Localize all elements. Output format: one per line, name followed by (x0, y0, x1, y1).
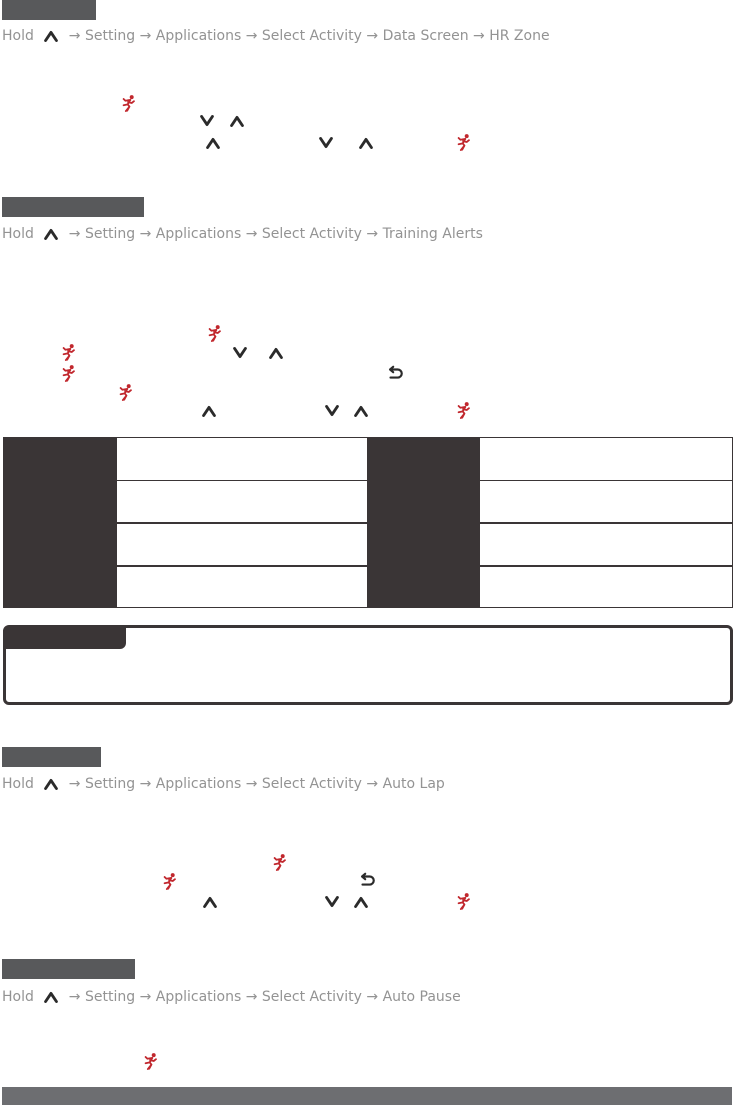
row-divider (480, 522, 732, 524)
table-header-cell (4, 480, 117, 522)
down-button-icon (197, 112, 217, 130)
runner-icon (142, 1052, 160, 1070)
up-button-icon (351, 893, 371, 911)
runner-icon (120, 94, 138, 112)
runner-icon (455, 892, 473, 910)
back-button-icon (385, 365, 405, 383)
table-header-cell (4, 522, 117, 565)
section-tab-hr-zone (2, 0, 96, 20)
runner-icon (455, 401, 473, 419)
section-tab-auto-pause (2, 959, 135, 979)
note-tab (6, 628, 126, 649)
table-header-cell (367, 438, 480, 480)
menu-path-auto-lap: Hold → Setting → Applications → Select Activity → Auto Lap (2, 776, 445, 792)
runner-icon (60, 364, 78, 382)
table-header-cell (367, 522, 480, 565)
up-button-icon (38, 225, 64, 243)
row-divider (117, 522, 367, 524)
table-header-cell (4, 565, 117, 607)
runner-icon (206, 324, 224, 342)
section-bar (2, 1087, 732, 1105)
runner-icon (117, 383, 135, 401)
up-button-icon (266, 344, 286, 362)
runner-icon (161, 872, 179, 890)
alerts-table (3, 437, 733, 608)
row-divider (117, 565, 367, 567)
row-divider (117, 480, 367, 481)
runner-icon (60, 343, 78, 361)
arrow: → (68, 28, 81, 44)
runner-icon (455, 133, 473, 151)
down-button-icon (316, 134, 336, 152)
up-button-icon (200, 893, 220, 911)
note-box (3, 625, 733, 705)
up-button-icon (38, 988, 64, 1006)
down-button-icon (230, 344, 250, 362)
up-button-icon (203, 134, 223, 152)
table-header-cell (367, 565, 480, 607)
menu-path-auto-pause: Hold → Setting → Applications → Select Activity → Auto Pause (2, 989, 461, 1005)
up-button-icon (199, 402, 219, 420)
back-button-icon (357, 872, 377, 890)
row-divider (480, 565, 732, 567)
up-button-icon (38, 775, 64, 793)
section-tab-training-alerts (2, 197, 144, 217)
down-button-icon (322, 402, 342, 420)
up-button-icon (356, 134, 376, 152)
table-header-cell (367, 480, 480, 522)
table-header-cell (4, 438, 117, 480)
menu-path-hr-zone: Hold → Setting → Applications → Select Activity → Data Screen → HR Zone (2, 28, 550, 44)
down-button-icon (322, 893, 342, 911)
menu-path-training-alerts: Hold → Setting → Applications → Select Activity → Training Alerts (2, 226, 483, 242)
up-button-icon (38, 27, 64, 45)
up-button-icon (227, 112, 247, 130)
up-button-icon (351, 402, 371, 420)
section-tab-auto-lap (2, 747, 101, 767)
row-divider (480, 480, 732, 481)
runner-icon (271, 853, 289, 871)
